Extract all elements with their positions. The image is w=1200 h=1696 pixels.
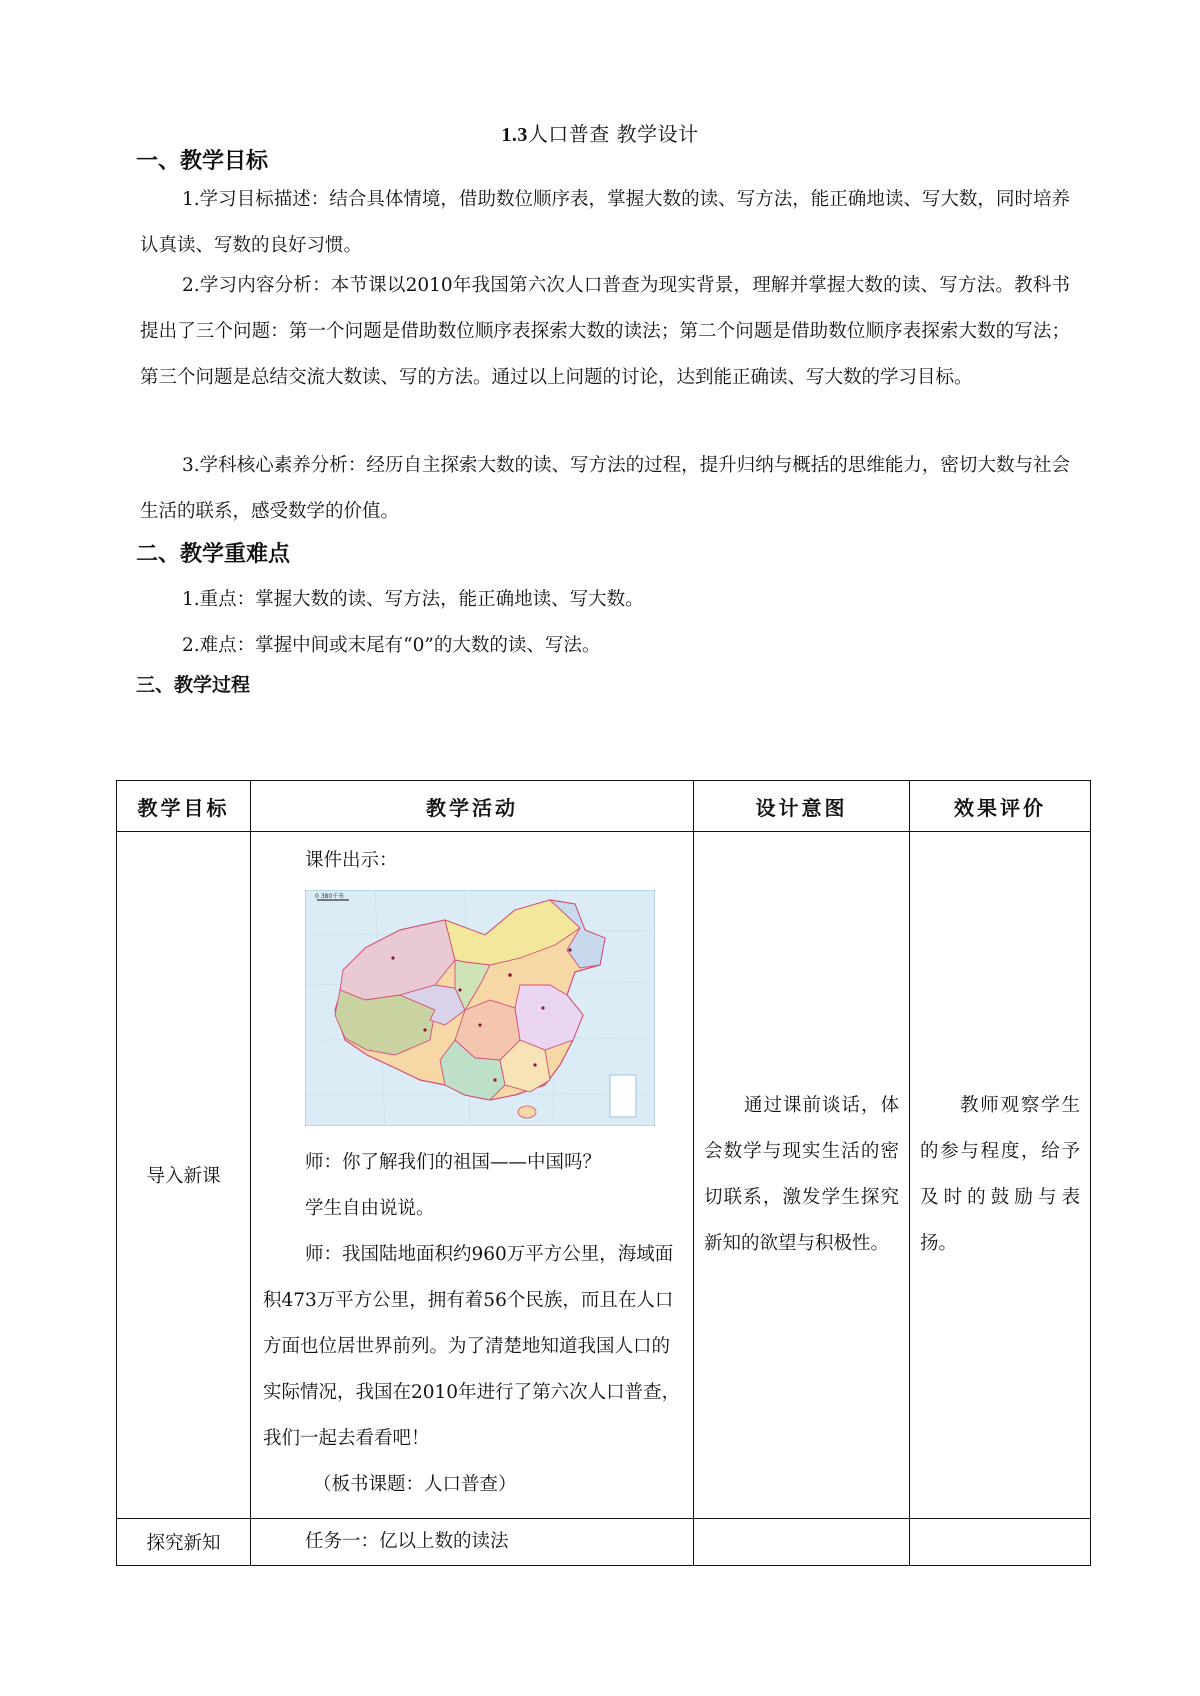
- table-row: [117, 1519, 1091, 1566]
- header-design: 设计意图: [694, 781, 910, 832]
- lesson-plan-table: [116, 780, 1091, 1566]
- document-title: [0, 118, 1200, 147]
- goal-paragraph-3: 3.学科核心素养分析：经历自主探索大数的读、写方法的过程，提升归纳与概括的思维能力，密切大数与社会生活的联系，感受数学的价值。: [140, 455, 1070, 522]
- title-text: 人口普查 教学设计: [527, 122, 699, 146]
- row2-evaluation: [910, 1519, 1091, 1566]
- row1-design: [694, 832, 910, 1519]
- row1-activity: [251, 832, 694, 1519]
- table-header-row: [117, 781, 1091, 832]
- activity-students: 学生自由说说。: [305, 1198, 435, 1219]
- goal-paragraph-1: 1.学习目标描述：结合具体情境，借助数位顺序表，掌握大数的读、写方法，能正确地读、写大数，同时培养认真读、写数的良好习惯。: [140, 189, 1070, 256]
- header-goal: 教学目标: [117, 781, 251, 832]
- activity-board-title: （板书课题：人口普查）: [313, 1474, 517, 1495]
- china-map-image: [305, 890, 655, 1126]
- row1-goal: 导入新课: [117, 832, 251, 1519]
- section-heading-goals: 一、教学目标: [136, 149, 269, 174]
- section-heading-keypoints: 二、教学重难点: [136, 542, 291, 567]
- section-heading-process: 三、教学过程: [136, 674, 251, 696]
- table-row: [117, 832, 1091, 1519]
- keypoint-line-2: 2.难点：掌握中间或末尾有“0”的大数的读、写法。: [182, 635, 601, 656]
- task-one: 任务一：亿以上数的读法: [305, 1531, 509, 1552]
- design-text: 通过课前谈话，体会数学与现实生活的密切联系，激发学生探究新知的欲望与积极性。: [704, 1095, 899, 1254]
- row2-design: [694, 1519, 910, 1566]
- row2-activity: [251, 1519, 694, 1566]
- evaluation-text: 教师观察学生的参与程度，给予及时的鼓励与表扬。: [920, 1095, 1080, 1254]
- header-evaluation: 效果评价: [910, 781, 1091, 832]
- map-scale-label: 0 380千米: [315, 893, 345, 900]
- header-activity: 教学活动: [251, 781, 694, 832]
- row1-evaluation: [910, 832, 1091, 1519]
- keypoint-line-1: 1.重点：掌握大数的读、写方法，能正确地读、写大数。: [182, 589, 644, 610]
- title-number: 1.3: [501, 124, 528, 146]
- activity-teacher-intro: 师：我国陆地面积约960万平方公里，海域面积473万平方公里，拥有着56个民族，而且在人口方面也位居世界前列。为了清楚地知道我国人口的实际情况，我国在2010年进行了第六次人口普查，我们一起去看看吧！: [263, 1244, 681, 1449]
- activity-teacher-question: 师：你了解我们的祖国——中国吗？: [305, 1152, 602, 1173]
- goal-paragraph-2: 2.学习内容分析：本节课以2010年我国第六次人口普查为现实背景，理解并掌握大数的读、写方法。教科书提出了三个问题：第一个问题是借助数位顺序表探索大数的读法；第二个问题是借助数位顺序表探索大数的写法；第三个问题是总结交流大数读、写的方法。通过以上问题的讨论，达到能正确读、写大数的学习目标。: [140, 275, 1070, 388]
- row2-goal: 探究新知: [117, 1519, 251, 1566]
- activity-courseware: 课件出示：: [305, 850, 398, 871]
